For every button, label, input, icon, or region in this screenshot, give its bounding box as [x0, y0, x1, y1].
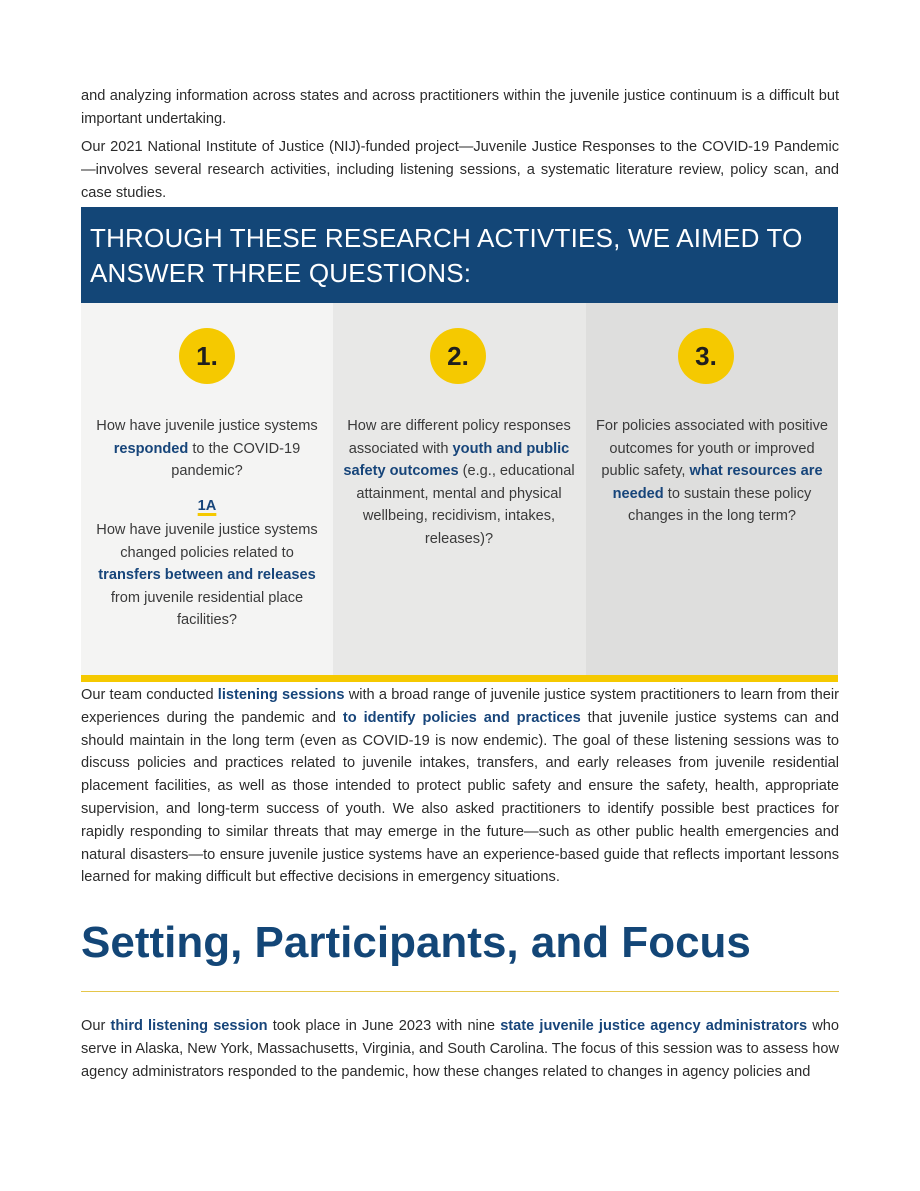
questions-columns [81, 303, 838, 675]
question-column-2 [333, 303, 586, 675]
question-number-badge: 2. [430, 328, 486, 384]
setting-paragraph: Our third listening session took place in June 2023 with nine state juvenile justice agency administrators who serve in Alaska, New York, Massachusetts, Virginia, and South Carolina. The focus of this session was to assess how agency administrators responded to the pandemic, how these changes related to changes in agency policies and [81, 1018, 839, 1080]
sub-question-label: 1A [197, 498, 217, 514]
accent-divider [81, 675, 838, 682]
section-rule [81, 991, 839, 992]
question-text: How are different policy responses associated with youth and public safety outcomes (e.g., educational attainment, mental and physical wellbeing, recidivism, intakes, releases)? [343, 418, 575, 547]
question-number-badge: 1. [179, 328, 235, 384]
question-text: For policies associated with positive outcomes for youth or improved public safety, what resources are needed to sustain these policy changes in the long term? [596, 418, 828, 525]
question-column-3 [586, 303, 838, 675]
intro-paragraph-2: Our 2021 National Institute of Justice (NIJ)-funded project—Juvenile Justice Responses to the COVID-19 Pandemic—involves several research activities, including listening sessions, a systematic literature review, policy scan, and case studies. [81, 139, 839, 201]
question-text: How have juvenile justice systems responded to the COVID-19 pandemic? [96, 418, 318, 480]
questions-banner [81, 207, 838, 303]
section-heading: Setting, Participants, and Focus [81, 918, 751, 967]
intro-paragraph-1: and analyzing information across states and across practitioners within the juvenile justice continuum is a difficult but important undertaking. [81, 88, 839, 127]
banner-title: THROUGH THESE RESEARCH ACTIVTIES, WE AIMED TO ANSWER THREE QUESTIONS: [90, 223, 803, 288]
question-column-1 [81, 303, 333, 675]
sub-question-text: How have juvenile justice systems changed policies related to transfers between and releases from juvenile residential place facilities? [96, 522, 318, 629]
question-number-badge: 3. [678, 328, 734, 384]
listening-sessions-paragraph: Our team conducted listening sessions with a broad range of juvenile justice system practitioners to learn from their experiences during the pandemic and to identify policies and practices that juvenile justice systems can and should maintain in the long term (even as COVID-19 is now endemic). The goal of these listening sessions was to discuss policies and practices related to juvenile intakes, transfers, and early releases from juvenile residential placement facilities, as well as those intended to protect public safety and ensure the safety, health, appropriate supervision, and long-term success of youth. We also asked practitioners to identify possible best practices for rapidly responding to similar threats that may emerge in the future—such as other public health emergencies and natural disasters—to ensure juvenile justice systems have an experience-based guide that reflects important lessons learned for making difficult but effective decisions in emergency situations. [81, 687, 839, 886]
